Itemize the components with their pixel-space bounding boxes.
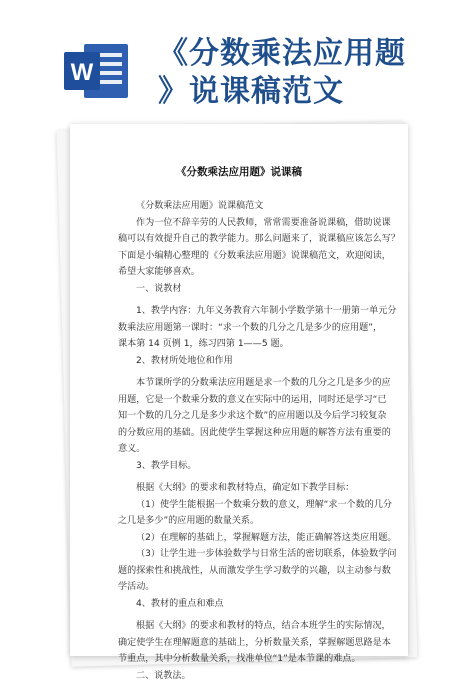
text-line: （1）使学生能根据一个数乘分数的意义，理解“求一个数的几分 bbox=[118, 497, 374, 514]
text-line: 《分数乘法应用题》说课稿范文 bbox=[118, 198, 374, 215]
text-line: 意义。 bbox=[118, 441, 374, 458]
section-heading: 2、教材所处地位和作用 bbox=[118, 353, 374, 370]
text-line: 确定使学生在理解题意的基础上，分析数量关系，掌握解题思路是本 bbox=[118, 635, 374, 652]
text-line: 根据《大纲》的要求和教材的特点，结合本班学生的实际情况， bbox=[118, 618, 374, 635]
word-document-icon bbox=[62, 40, 134, 102]
text-line: 1、教学内容：九年义务教育六年制小学数学第十一册第一单元分 bbox=[118, 303, 374, 320]
section-heading: 二、说教法。 bbox=[118, 668, 374, 684]
text-line: 下面是小编精心整理的《分数乘法应用题》说课稿范文，欢迎阅读， bbox=[118, 248, 374, 265]
text-line: 学活动。 bbox=[118, 579, 374, 596]
text-line: 根据《大纲》的要求和教材特点，确定如下教学目标： bbox=[118, 480, 374, 497]
text-line: 数乘法应用题第一课时：“求一个数的几分之几是多少的应用题”， bbox=[118, 320, 374, 337]
text-line: 课本第 14 页例 1，练习四第 1——5 题。 bbox=[118, 336, 374, 353]
section-heading: 3、教学目标。 bbox=[118, 458, 374, 475]
banner-title-line-1: 《分数乘法应用题 bbox=[158, 28, 406, 72]
text-line: 作为一位不辞辛劳的人民教师，常常需要准备说课稿，借助说课 bbox=[118, 215, 374, 232]
text-line: （2）在理解的基础上，掌握解题方法，能正确解答这类应用题。 bbox=[118, 530, 374, 547]
text-line: 的分数应用的基础。因此使学生掌握这种应用题的解答方法有重要的 bbox=[118, 425, 374, 442]
banner-title-line-2: 》说课稿范文 bbox=[158, 66, 344, 110]
text-line: 用题，它是一个数乘分数的意义在实际中的运用，同时还是学习“已 bbox=[118, 392, 374, 409]
text-line: 希望大家能够喜欢。 bbox=[118, 264, 374, 281]
text-line: 节重点，其中分析数量关系，找准单位“1”是本节课的难点。 bbox=[118, 651, 374, 668]
header-banner bbox=[0, 0, 474, 125]
document-body bbox=[118, 190, 374, 684]
document-page bbox=[70, 124, 408, 656]
section-heading: 4、教材的重点和难点 bbox=[118, 596, 374, 613]
text-line: 知一个数的几分之几是多少求这个数”的应用题以及今后学习较复杂 bbox=[118, 408, 374, 425]
text-line: 稿可以有效提升自己的教学能力。那么问题来了，说课稿应该怎么写？ bbox=[118, 231, 374, 248]
document-title: 《分数乘法应用题》说课稿 bbox=[70, 164, 408, 179]
text-line: 之几是多少”的应用题的数量关系。 bbox=[118, 513, 374, 530]
text-line: 题的探索性和挑战性，从而激发学生学习数学的兴趣，以主动参与数 bbox=[118, 563, 374, 580]
text-line: 本节课所学的分数乘法应用题是求一个数的几分之几是多少的应 bbox=[118, 375, 374, 392]
text-line: （3）让学生进一步体验数学与日常生活的密切联系，体验数学问 bbox=[118, 546, 374, 563]
section-heading: 一、说教材 bbox=[118, 281, 374, 298]
word-icon-letter: W bbox=[71, 59, 94, 86]
